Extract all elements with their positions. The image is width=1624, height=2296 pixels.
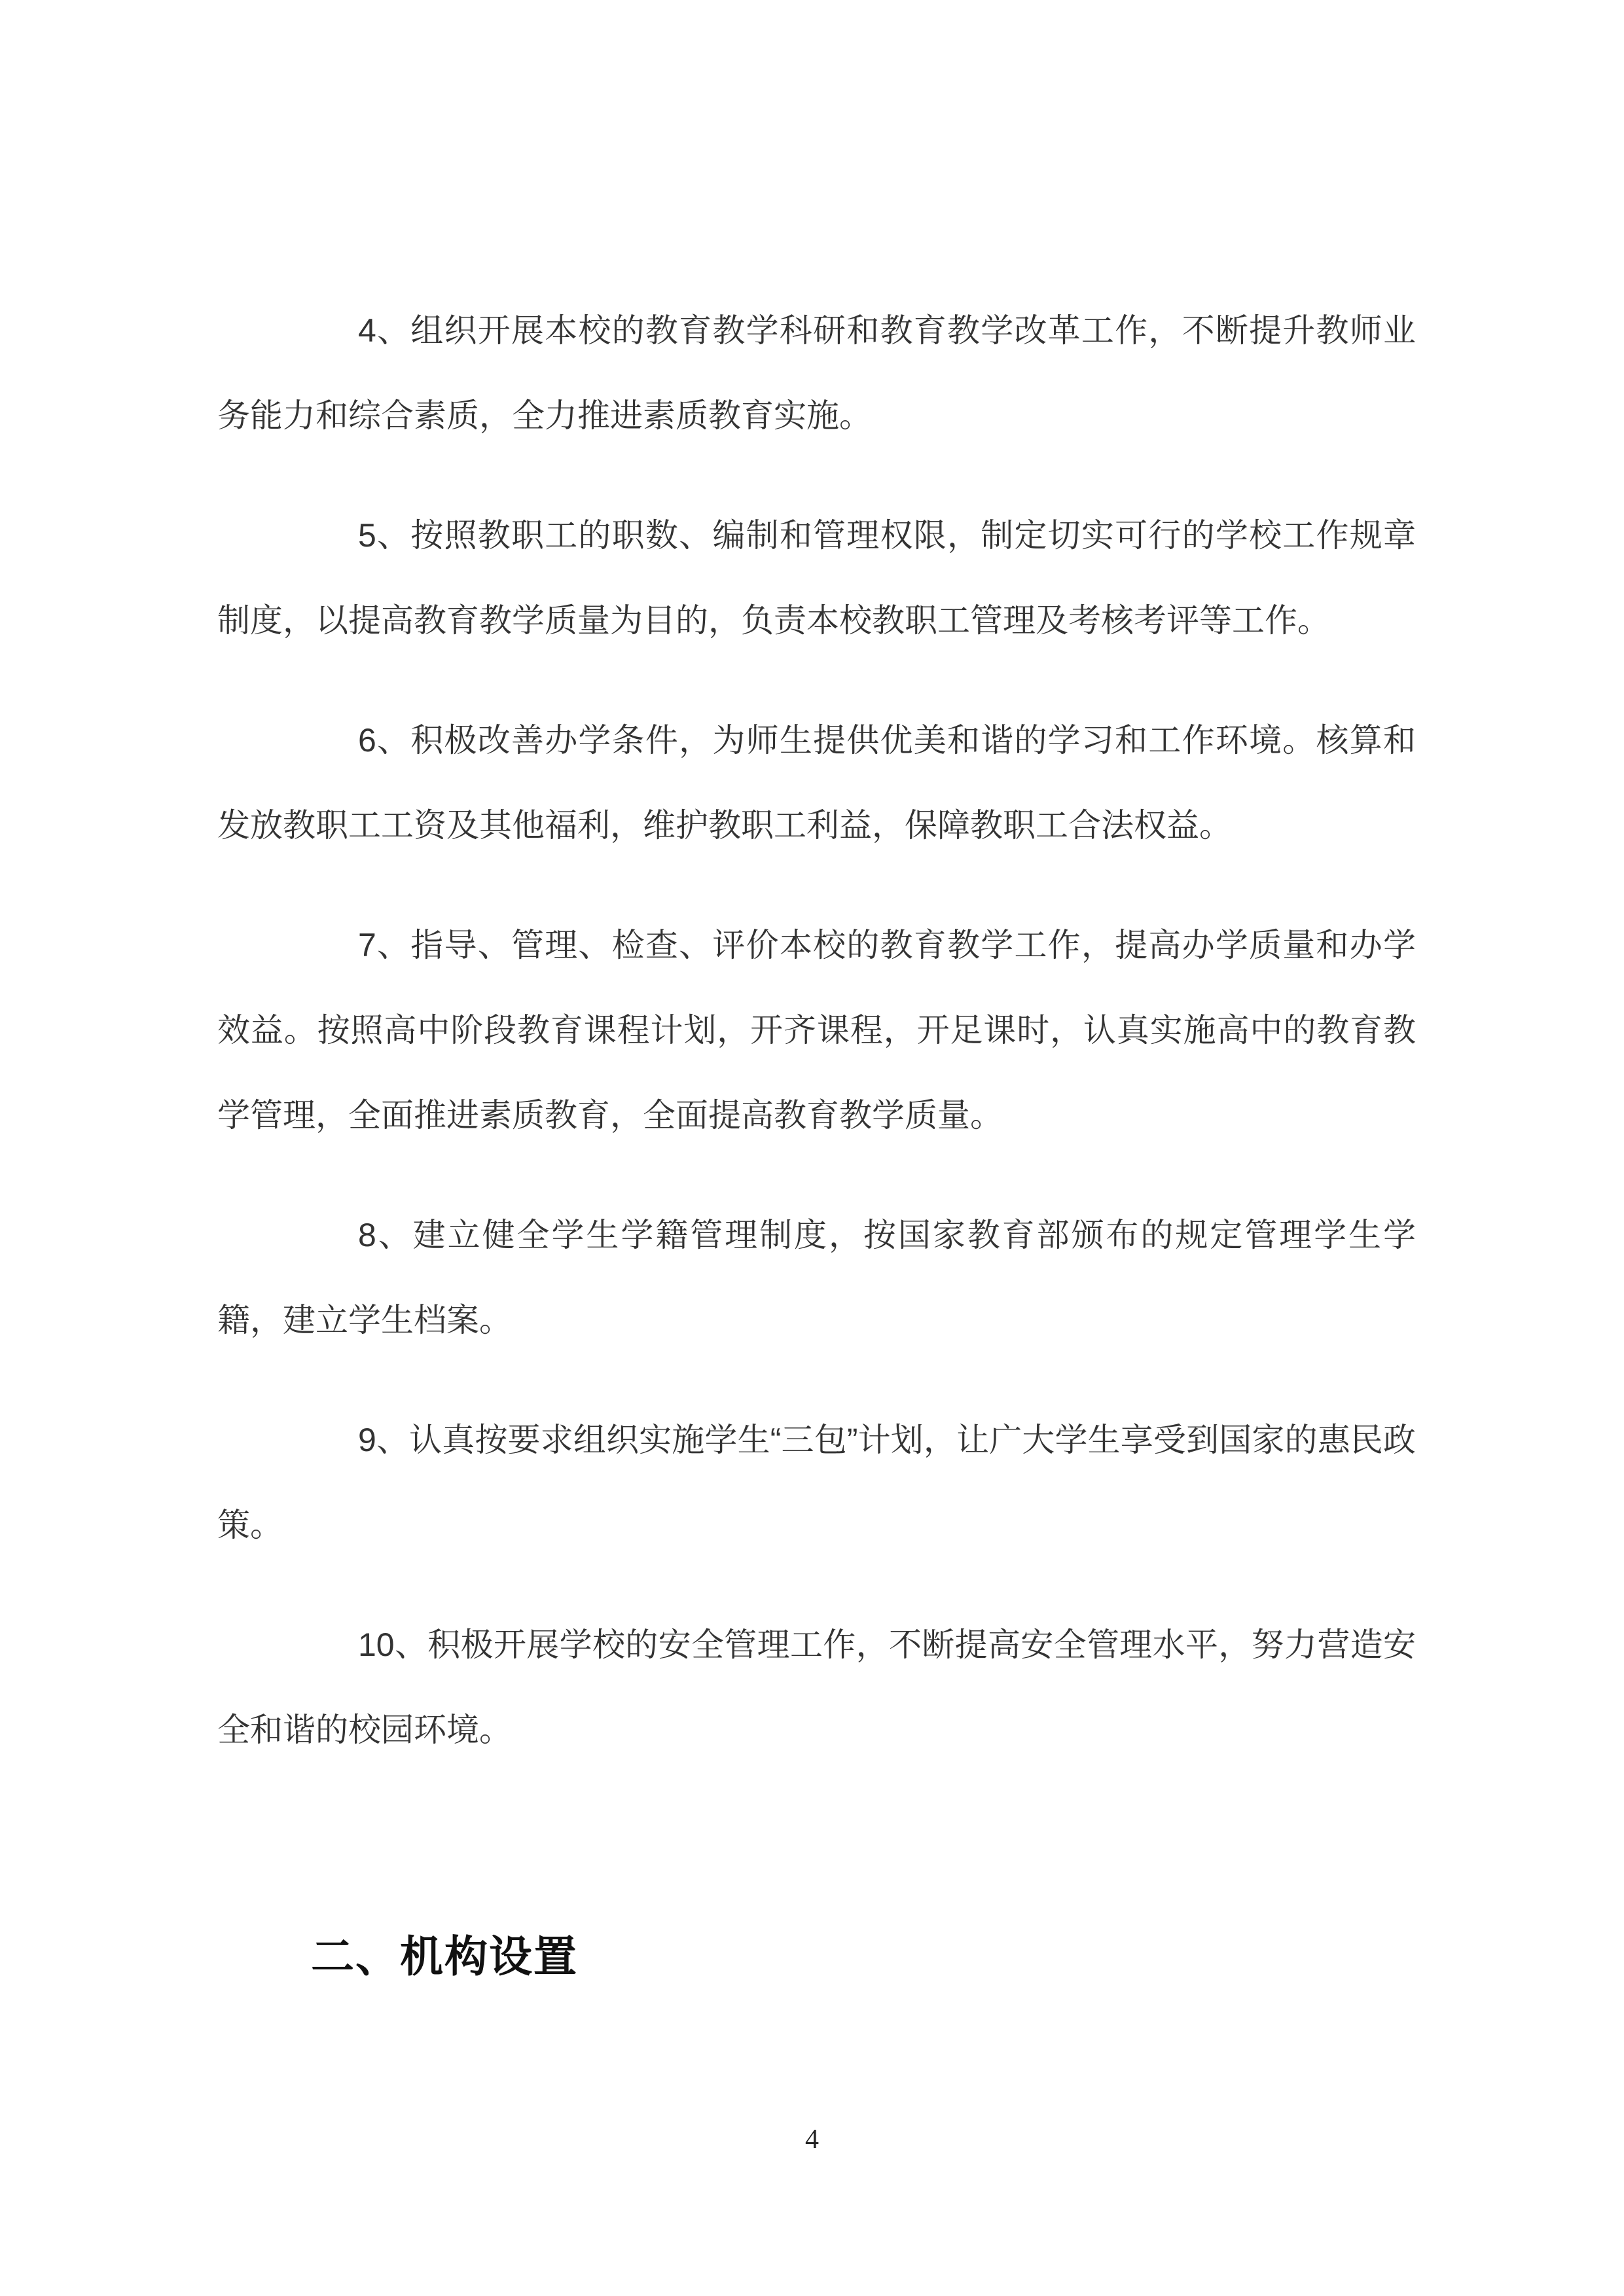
page-number: 4 <box>805 2125 819 2155</box>
paragraph-10: 10、积极开展学校的安全管理工作，不断提高安全管理水平，努力营造安全和谐的校园环境。 <box>217 1626 1416 1748</box>
paragraph-5: 5、按照教职工的职数、编制和管理权限，制定切实可行的学校工作规章制度，以提高教育教学质量为目的，负责本校教职工管理及考核考评等工作。 <box>217 517 1416 639</box>
paragraph-6: 6、积极改善办学条件，为师生提供优美和谐的学习和工作环境。核算和发放教职工工资及其他福利，维护教职工利益，保障教职工合法权益。 <box>217 722 1416 844</box>
document-body <box>217 288 1416 1986</box>
paragraph-7: 7、指导、管理、检查、评价本校的教育教学工作，提高办学质量和办学效益。按照高中阶段教育课程计划，开齐课程，开足课时，认真实施高中的教育教学管理，全面推进素质教育，全面提高教育教学质量。 <box>217 927 1416 1134</box>
section-heading: 二、机构设置 <box>311 1932 578 1981</box>
paragraph-9: 9、认真按要求组织实施学生“三包”计划，让广大学生享受到国家的惠民政策。 <box>217 1422 1416 1543</box>
paragraph-4: 4、组织开展本校的教育教学科研和教育教学改革工作，不断提升教师业务能力和综合素质，全力推进素质教育实施。 <box>217 312 1416 434</box>
paragraph-8: 8、建立健全学生学籍管理制度，按国家教育部颁布的规定管理学生学籍，建立学生档案。 <box>217 1217 1416 1338</box>
